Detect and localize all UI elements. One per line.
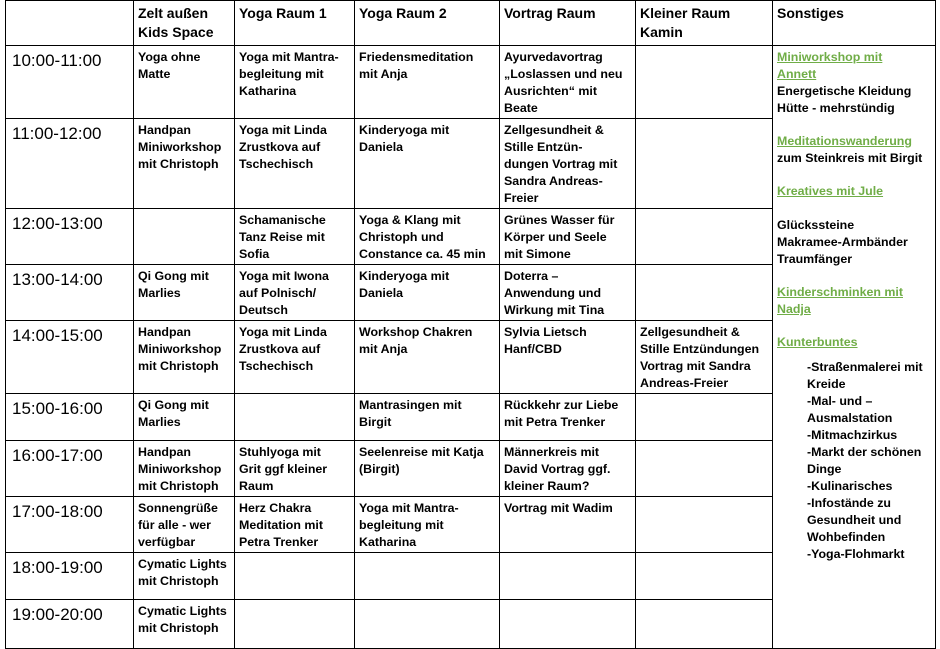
schedule-cell: Yoga mit Linda Zrustkova auf Tschechisch: [235, 119, 355, 209]
schedule-cell: Yoga mit Mantra- begleitung mit Katharina: [355, 497, 500, 553]
schedule-cell: Qi Gong mit Marlies: [134, 394, 235, 441]
kunterbuntes-link[interactable]: Kunterbuntes: [777, 335, 858, 349]
table-row: [6, 46, 936, 119]
time-slot: 13:00-14:00: [6, 265, 134, 321]
miniworkshop-text: Energetische Kleidung Hütte - mehrstündig: [777, 84, 912, 115]
schedule-cell: Cymatic Lights mit Christoph: [134, 600, 235, 649]
schedule-cell: Herz Chakra Meditation mit Petra Trenker: [235, 497, 355, 553]
schedule-cell: Kinderyoga mit Daniela: [355, 265, 500, 321]
schedule-cell: [235, 394, 355, 441]
list-item: -Mitmachzirkus: [807, 428, 898, 442]
list-item: -Yoga-Flohmarkt: [807, 547, 905, 561]
schedule-table: [5, 0, 936, 649]
schedule-cell: Seelenreise mit Katja (Birgit): [355, 441, 500, 497]
schedule-cell: Ayurvedavortrag „Loslassen und neu Ausrichten“ mit Beate: [500, 46, 636, 119]
kreatives-text: Glückssteine Makramee-Armbänder Traumfänger: [777, 218, 908, 266]
schedule-cell: Workshop Chakren mit Anja: [355, 321, 500, 394]
schedule-cell: Zellgesundheit & Stille Entzündungen Vortrag mit Sandra Andreas-Freier: [636, 321, 773, 394]
kinderschminken-link[interactable]: Kinderschminken mit Nadja: [777, 285, 903, 316]
schedule-cell: Männerkreis mit David Vortrag ggf. kleiner Raum?: [500, 441, 636, 497]
time-slot: 16:00-17:00: [6, 441, 134, 497]
schedule: [5, 0, 935, 634]
sonstiges-column: [773, 46, 936, 649]
time-slot: 10:00-11:00: [6, 46, 134, 119]
schedule-cell: [235, 553, 355, 600]
schedule-cell: [636, 497, 773, 553]
schedule-cell: [636, 394, 773, 441]
schedule-cell: [355, 553, 500, 600]
schedule-cell: [235, 600, 355, 649]
schedule-cell: Doterra – Anwendung und Wirkung mit Tina: [500, 265, 636, 321]
schedule-cell: Handpan Miniworkshop mit Christoph: [134, 321, 235, 394]
schedule-cell: Stuhlyoga mit Grit ggf kleiner Raum: [235, 441, 355, 497]
schedule-cell: [636, 441, 773, 497]
schedule-cell: Zellgesundheit & Stille Entzün- dungen Vortrag mit Sandra Andreas- Freier: [500, 119, 636, 209]
schedule-cell: [500, 600, 636, 649]
meditationswanderung-text: zum Steinkreis mit Birgit: [777, 151, 923, 165]
schedule-cell: Schamanische Tanz Reise mit Sofia: [235, 209, 355, 265]
schedule-cell: Sylvia Lietsch Hanf/CBD: [500, 321, 636, 394]
schedule-cell: Yoga mit Linda Zrustkova auf Tschechisch: [235, 321, 355, 394]
schedule-cell: [636, 553, 773, 600]
meditationswanderung-link[interactable]: Meditationswanderung: [777, 134, 912, 148]
header-row: [6, 1, 936, 46]
miniworkshop-link[interactable]: Miniworkshop mit Annett: [777, 50, 883, 81]
list-item: -Kulinarisches: [807, 479, 893, 493]
sonstiges-block-miniworkshop: [777, 49, 931, 117]
schedule-cell: Grünes Wasser für Körper und Seele mit Simone: [500, 209, 636, 265]
schedule-cell: [636, 600, 773, 649]
schedule-cell: Handpan Miniworkshop mit Christoph: [134, 119, 235, 209]
header-zelt-aussen: Zelt außen Kids Space: [134, 1, 235, 46]
schedule-cell: Yoga mit Iwona auf Polnisch/ Deutsch: [235, 265, 355, 321]
sonstiges-block-meditationswanderung: [777, 133, 931, 167]
schedule-cell: Friedensmeditation mit Anja: [355, 46, 500, 119]
schedule-cell: [636, 209, 773, 265]
schedule-cell: Cymatic Lights mit Christoph: [134, 553, 235, 600]
list-item: -Straßenmalerei mit Kreide: [807, 360, 923, 391]
schedule-cell: Yoga ohne Matte: [134, 46, 235, 119]
sonstiges-block-kunterbuntes: [777, 334, 931, 563]
time-slot: 12:00-13:00: [6, 209, 134, 265]
schedule-cell: Vortrag mit Wadim: [500, 497, 636, 553]
schedule-cell: [636, 265, 773, 321]
schedule-cell: Handpan Miniworkshop mit Christoph: [134, 441, 235, 497]
schedule-cell: Kinderyoga mit Daniela: [355, 119, 500, 209]
schedule-cell: Yoga & Klang mit Christoph und Constance ca. 45 min: [355, 209, 500, 265]
time-slot: 19:00-20:00: [6, 600, 134, 649]
header-vortrag-raum: Vortrag Raum: [500, 1, 636, 46]
schedule-cell: [355, 600, 500, 649]
time-slot: 18:00-19:00: [6, 553, 134, 600]
schedule-cell: [134, 209, 235, 265]
time-slot: 15:00-16:00: [6, 394, 134, 441]
sonstiges-block-kreatives: [777, 183, 931, 268]
header-sonstiges: Sonstiges: [773, 1, 936, 46]
schedule-cell: [636, 46, 773, 119]
schedule-cell: Rückkehr zur Liebe mit Petra Trenker: [500, 394, 636, 441]
time-slot: 17:00-18:00: [6, 497, 134, 553]
kreatives-link[interactable]: Kreatives mit Jule: [777, 184, 884, 198]
schedule-cell: [500, 553, 636, 600]
header-corner: [6, 1, 134, 46]
schedule-cell: Sonnengrüße für alle - wer verfügbar: [134, 497, 235, 553]
list-item: -Infostände zu Gesundheit und Wohbefinden: [807, 496, 902, 544]
schedule-cell: Mantrasingen mit Birgit: [355, 394, 500, 441]
time-slot: 11:00-12:00: [6, 119, 134, 209]
list-item: -Mal- und – Ausmalstation: [807, 394, 893, 425]
kunterbuntes-list: [777, 359, 931, 563]
header-kleiner-raum: Kleiner Raum Kamin: [636, 1, 773, 46]
time-slot: 14:00-15:00: [6, 321, 134, 394]
schedule-cell: Qi Gong mit Marlies: [134, 265, 235, 321]
header-yoga-raum-1: Yoga Raum 1: [235, 1, 355, 46]
schedule-cell: [636, 119, 773, 209]
sonstiges-block-kinderschminken: [777, 284, 931, 318]
header-yoga-raum-2: Yoga Raum 2: [355, 1, 500, 46]
list-item: -Markt der schönen Dinge: [807, 445, 922, 476]
schedule-cell: Yoga mit Mantra- begleitung mit Katharina: [235, 46, 355, 119]
